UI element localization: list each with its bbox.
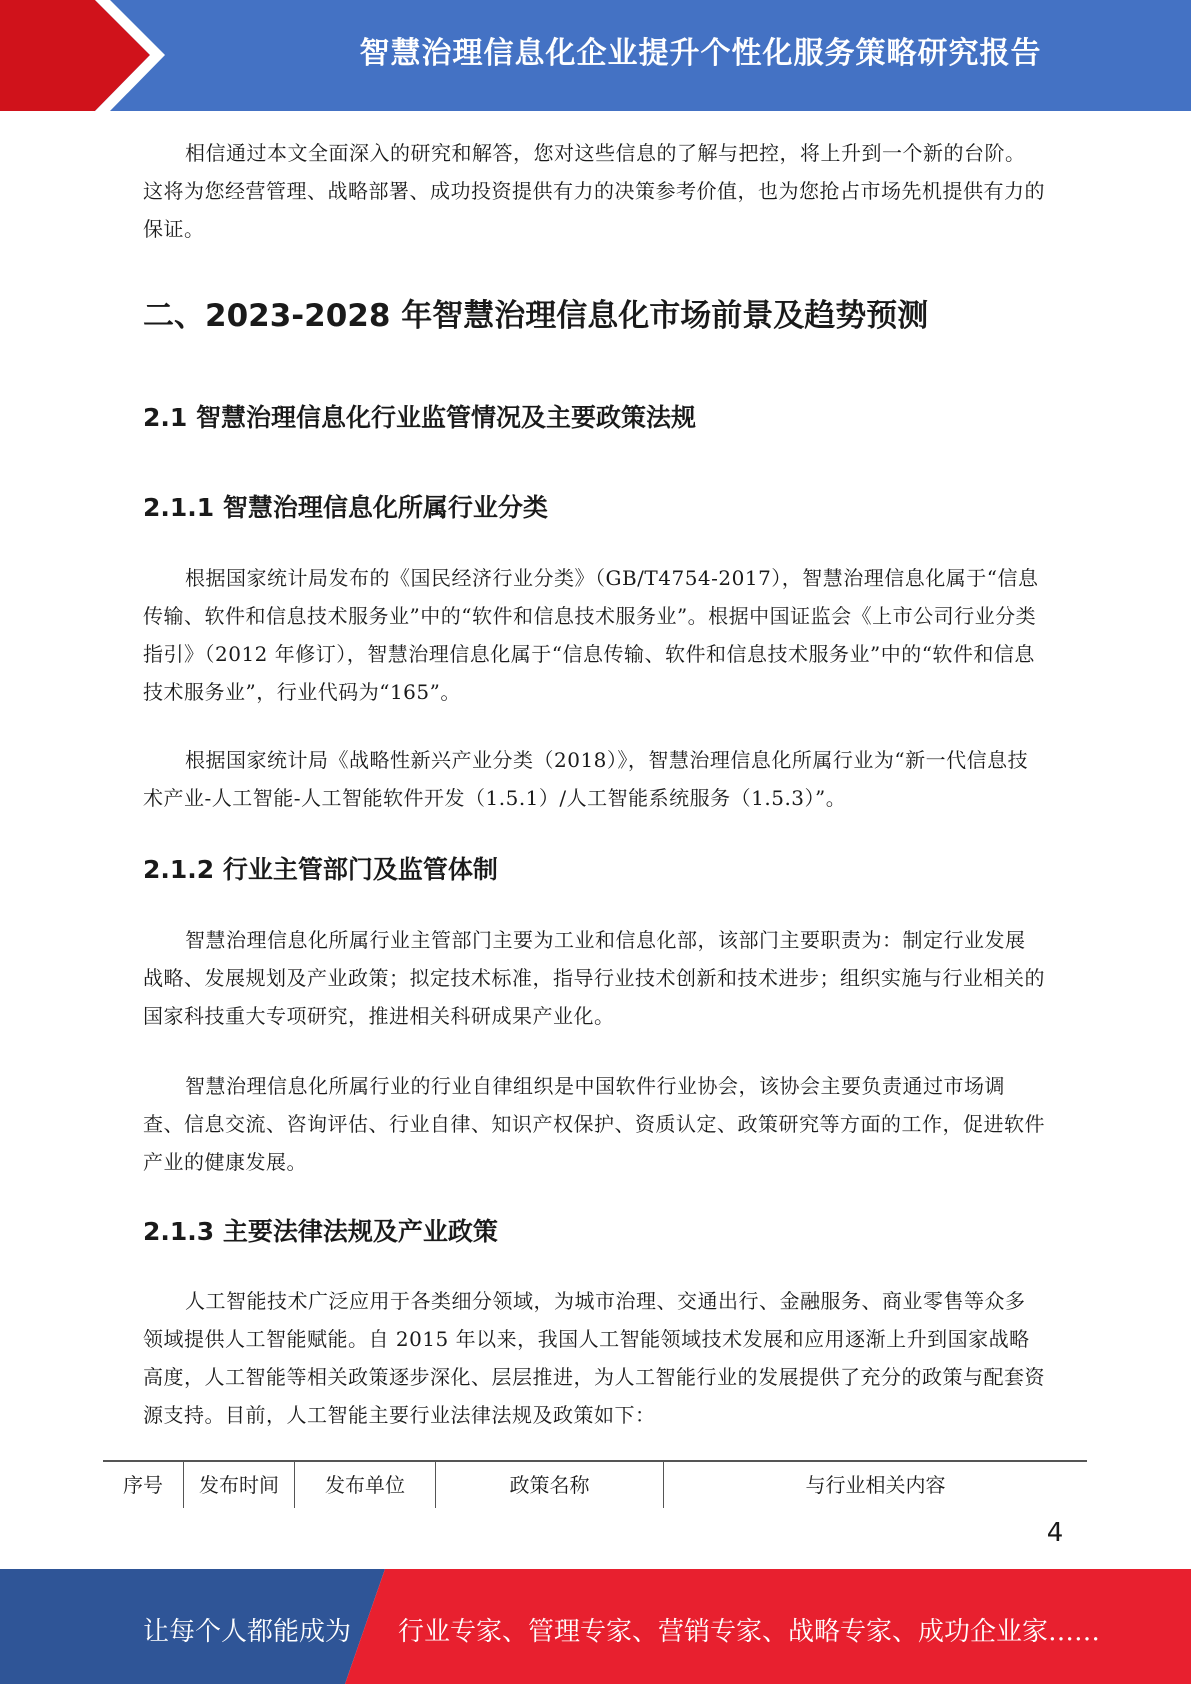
- table-header-cell: 与行业相关内容: [805, 1473, 946, 1497]
- section-2-1-3-heading: 2.1.3 主要法律法规及产业政策: [143, 1217, 498, 1246]
- page-number: 4: [1046, 1518, 1064, 1548]
- header-banner: [0, 0, 1191, 111]
- policy-table-header: [103, 1460, 1087, 1508]
- paragraph: 根据国家统计局《战略性新兴产业分类（2018）》，智慧治理信息化所属行业为“新一代信息技术产业-人工智能-人工智能软件开发（1.5.1）/人工智能系统服务（1.5.3）”。: [143, 748, 1029, 810]
- section-2-heading: 二、2023-2028 年智慧治理信息化市场前景及趋势预测: [143, 298, 929, 334]
- footer-banner: [0, 1569, 1191, 1684]
- paragraph: 智慧治理信息化所属行业主管部门主要为工业和信息化部，该部门主要职责为：制定行业发展战略、发展规划及产业政策；拟定技术标准，指导行业技术创新和技术进步；组织实施与行业相关的国家科技重大专项研究，推进相关科研成果产业化。: [143, 928, 1045, 1028]
- section-2-1-1-heading: 2.1.1 智慧治理信息化所属行业分类: [143, 493, 548, 522]
- footer-slogan-right: 行业专家、管理专家、营销专家、战略专家、成功企业家……: [398, 1617, 1101, 1647]
- table-header-cell: 发布时间: [184, 1462, 295, 1508]
- table-header-cell: 序号: [103, 1462, 184, 1508]
- table-header-cell: 发布单位: [295, 1462, 436, 1508]
- paragraph: 人工智能技术广泛应用于各类细分领域，为城市治理、交通出行、金融服务、商业零售等众多领域提供人工智能赋能。自 2015 年以来，我国人工智能领域技术发展和应用逐渐上升到国家战略高度，人工智能等相关政策逐步深化、层层推进，为人工智能行业的发展提供了充分的政策与配套资源支持。目前，人工智能主要行业法律法规及政策如下：: [143, 1289, 1045, 1427]
- section-2-1-2-heading: 2.1.2 行业主管部门及监管体制: [143, 855, 498, 884]
- section-2-1-heading: 2.1 智慧治理信息化行业监管情况及主要政策法规: [143, 403, 696, 432]
- footer-slogan-left: 让每个人都能成为: [143, 1617, 352, 1647]
- table-header-cell: 政策名称: [436, 1462, 664, 1508]
- report-title: 智慧治理信息化企业提升个性化服务策略研究报告: [359, 36, 1042, 71]
- paragraph: 根据国家统计局发布的《国民经济行业分类》（GB/T4754-2017），智慧治理信息化属于“信息传输、软件和信息技术服务业”中的“软件和信息技术服务业”。根据中国证监会《上市公司行业分类指引》（2012 年修订），智慧治理信息化属于“信息传输、软件和信息技术服务业”中的“软件和信息技术服务业”，行业代码为“165”。: [143, 566, 1039, 704]
- intro-paragraph: 相信通过本文全面深入的研究和解答，您对这些信息的了解与把控，将上升到一个新的台阶。这将为您经营管理、战略部署、成功投资提供有力的决策参考价值，也为您抢占市场先机提供有力的保证。: [143, 141, 1045, 241]
- paragraph: 智慧治理信息化所属行业的行业自律组织是中国软件行业协会，该协会主要负责通过市场调查、信息交流、咨询评估、行业自律、知识产权保护、资质认定、政策研究等方面的工作，促进软件产业的健康发展。: [143, 1074, 1045, 1174]
